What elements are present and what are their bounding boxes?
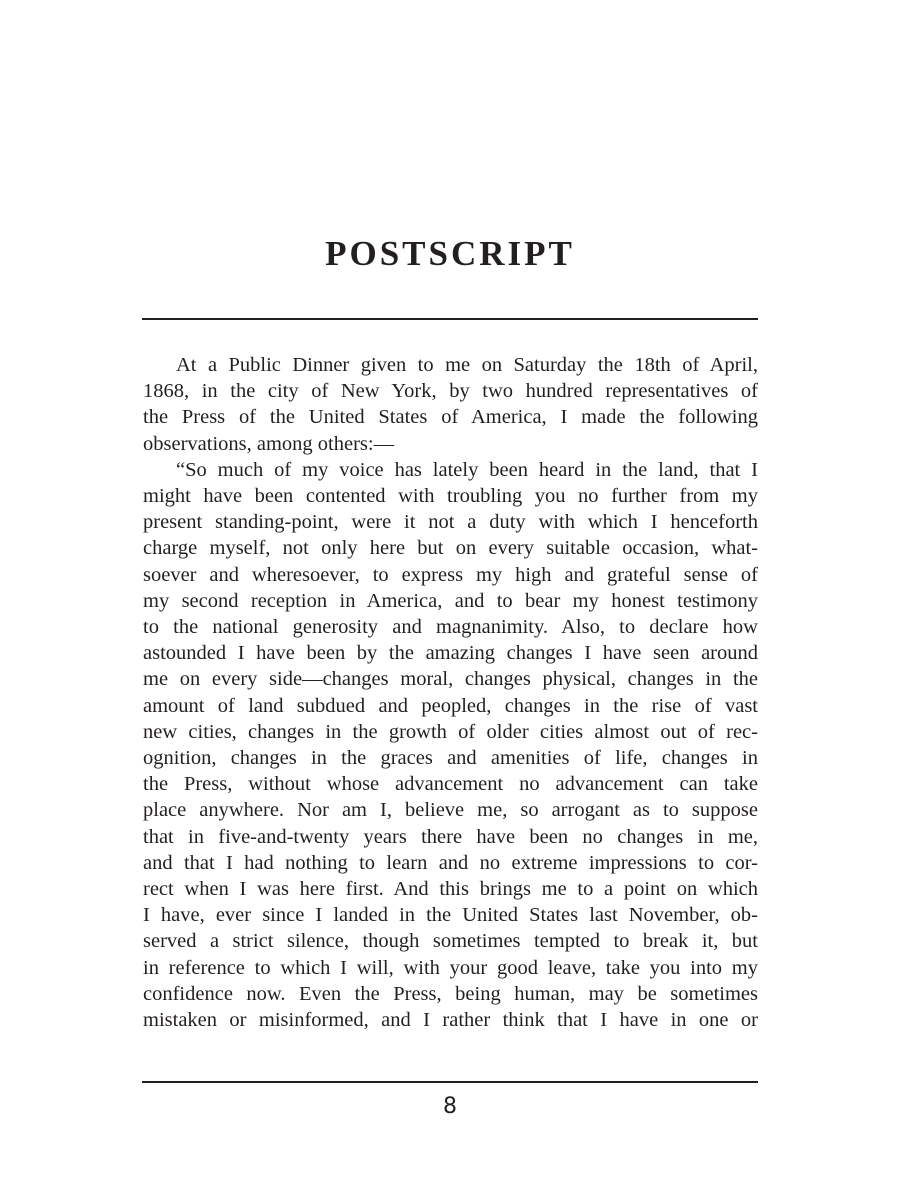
text-line: might have been contented with troubling you no further from my (143, 485, 758, 508)
bottom-rule (142, 1081, 758, 1083)
chapter-title: POSTSCRIPT (325, 234, 575, 273)
text-line: served a strict silence, though sometimes tempted to break it, but (143, 930, 758, 953)
paragraph-2 (143, 457, 758, 1033)
body-text (143, 352, 758, 1033)
page-number: 8 (443, 1094, 457, 1119)
text-line: present standing-point, were it not a duty with which I henceforth (143, 511, 758, 534)
text-line: my second reception in America, and to bear my honest testimony (143, 589, 758, 612)
text-line: that in five-and-twenty years there have been no changes in me, (143, 825, 758, 848)
paragraph-1 (143, 352, 758, 457)
text-line: I have, ever since I landed in the United States last November, ob- (143, 904, 758, 927)
text-line: me on every side—changes moral, changes physical, changes in the (143, 668, 758, 691)
text-line: the Press of the United States of America, I made the following (143, 406, 758, 429)
text-line: the Press, without whose advancement no advancement can take (143, 773, 758, 796)
text-line: charge myself, not only here but on every suitable occasion, what- (143, 537, 758, 560)
text-line: rect when I was here first. And this brings me to a point on which (143, 878, 758, 901)
text-line: soever and wheresoever, to express my high and grateful sense of (143, 563, 758, 586)
text-line: to the national generosity and magnanimity. Also, to declare how (143, 616, 758, 639)
text-line: astounded I have been by the amazing changes I have seen around (143, 642, 758, 665)
top-rule (142, 318, 758, 320)
text-line: amount of land subdued and peopled, changes in the rise of vast (143, 694, 758, 717)
text-line: place anywhere. Nor am I, believe me, so arrogant as to suppose (143, 799, 758, 822)
text-line: mistaken or misinformed, and I rather think that I have in one or (143, 1009, 758, 1032)
text-line: ognition, changes in the graces and amenities of life, changes in (143, 747, 758, 770)
text-line: “So much of my voice has lately been heard in the land, that I (176, 458, 758, 481)
text-line: observations, among others:— (143, 432, 395, 455)
text-line: confidence now. Even the Press, being human, may be sometimes (143, 982, 758, 1005)
text-line: and that I had nothing to learn and no extreme impressions to cor- (143, 851, 758, 874)
text-line: in reference to which I will, with your good leave, take you into my (143, 956, 758, 979)
text-line: new cities, changes in the growth of older cities almost out of rec- (143, 720, 758, 743)
text-line: At a Public Dinner given to me on Saturday the 18th of April, (176, 354, 758, 376)
text-line: 1868, in the city of New York, by two hundred representatives of (143, 380, 758, 403)
